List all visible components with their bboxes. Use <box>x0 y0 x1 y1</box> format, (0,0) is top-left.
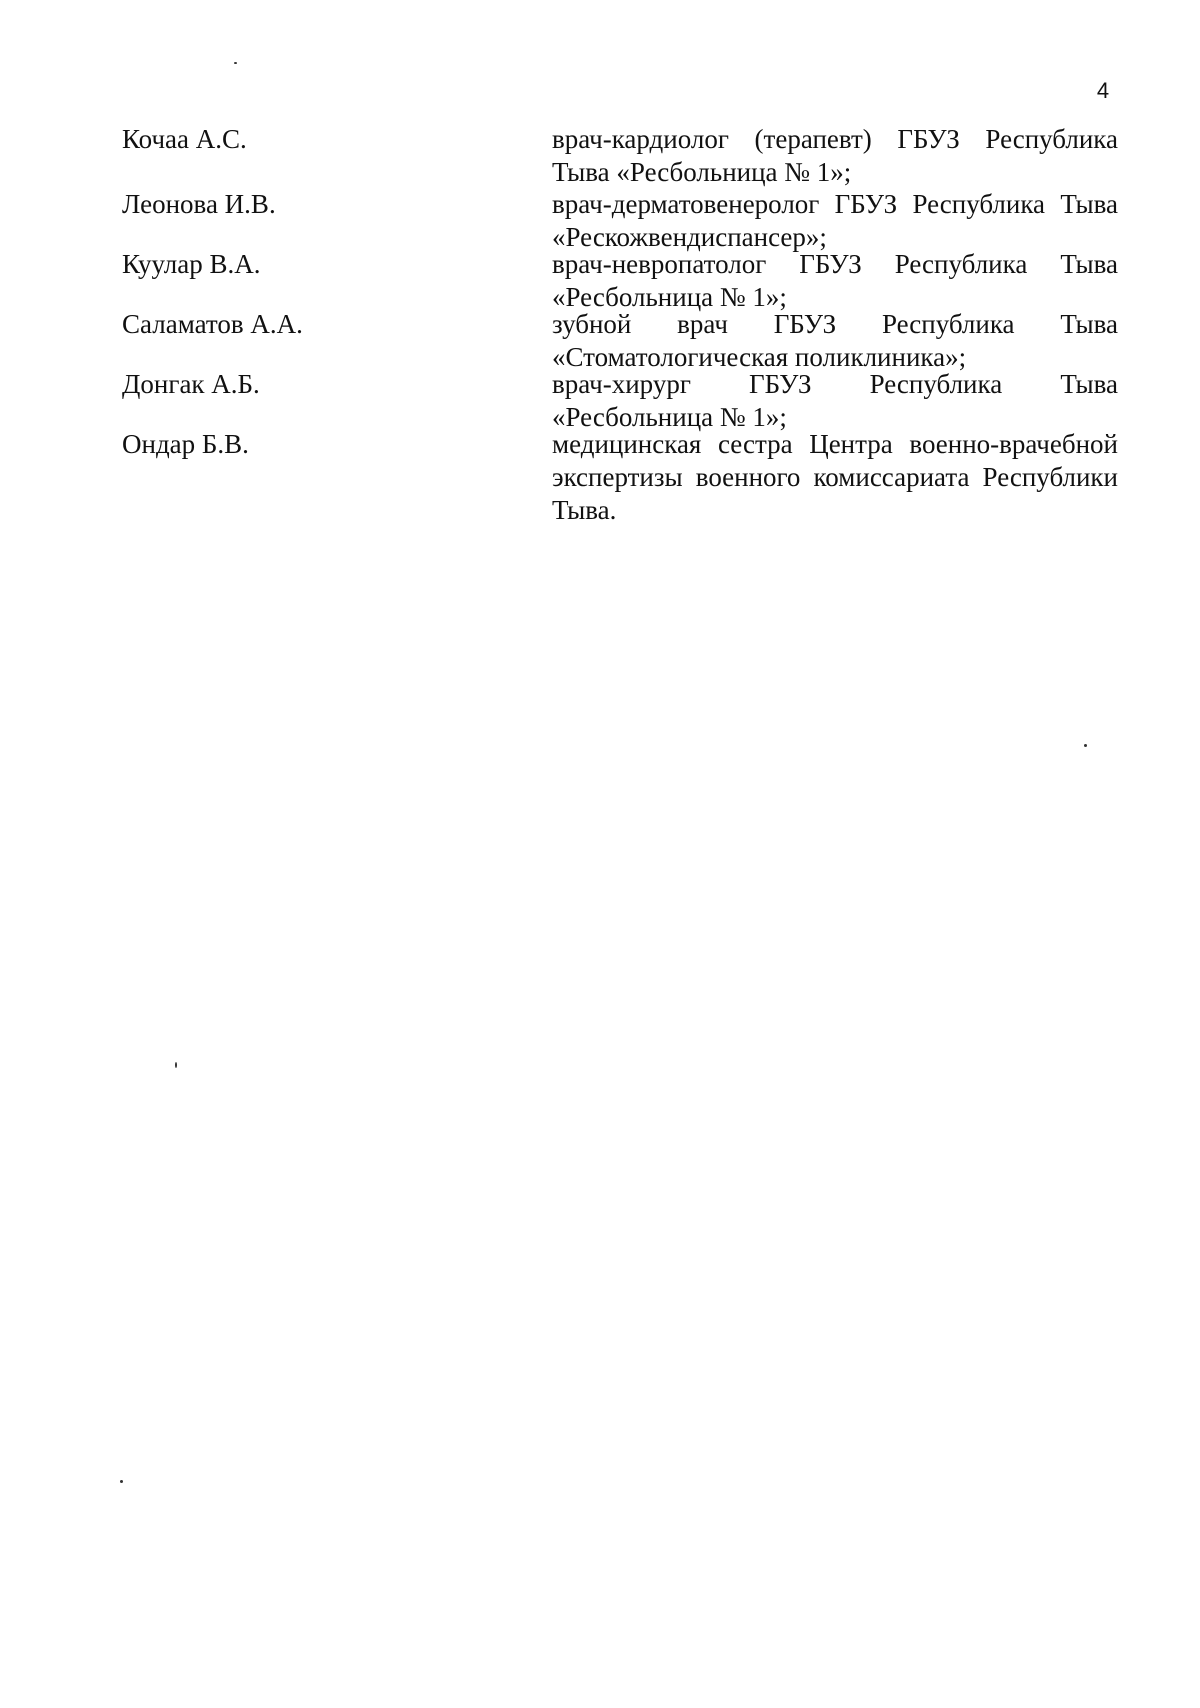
list-item <box>122 248 1118 312</box>
scan-speck <box>175 1062 177 1068</box>
scan-speck <box>120 1480 123 1483</box>
member-name: Ондар Б.В. <box>122 429 249 459</box>
member-name: Куулар В.А. <box>122 249 261 279</box>
scan-speck <box>234 62 237 64</box>
member-role: врач-невропатолог ГБУЗ Республика Тыва «Ресбольница № 1»; <box>552 249 1118 312</box>
list-item <box>122 428 1118 527</box>
member-role: врач-дерматовенеролог ГБУЗ Республика Тыва «Рескожвендиспансер»; <box>552 189 1118 252</box>
member-name: Саламатов А.А. <box>122 309 303 339</box>
commission-members-list <box>122 123 1118 527</box>
member-name: Леонова И.В. <box>122 189 276 219</box>
scan-speck <box>1084 744 1087 747</box>
list-item <box>122 308 1118 372</box>
member-role: медицинская сестра Центра военно-врачебной экспертизы военного комиссариата Республики Тыва. <box>552 429 1118 525</box>
member-role: врач-кардиолог (терапевт) ГБУЗ Республика Тыва «Ресбольница № 1»; <box>552 124 1118 187</box>
list-item <box>122 123 1118 188</box>
member-name: Кочаа А.С. <box>122 124 247 154</box>
list-item <box>122 188 1118 252</box>
member-role: врач-хирург ГБУЗ Республика Тыва «Ресбольница № 1»; <box>552 369 1118 432</box>
member-name: Донгак А.Б. <box>122 369 260 399</box>
member-role: зубной врач ГБУЗ Республика Тыва «Стоматологическая поликлиника»; <box>552 309 1118 372</box>
list-item <box>122 368 1118 432</box>
page-number: 4 <box>1096 78 1110 103</box>
